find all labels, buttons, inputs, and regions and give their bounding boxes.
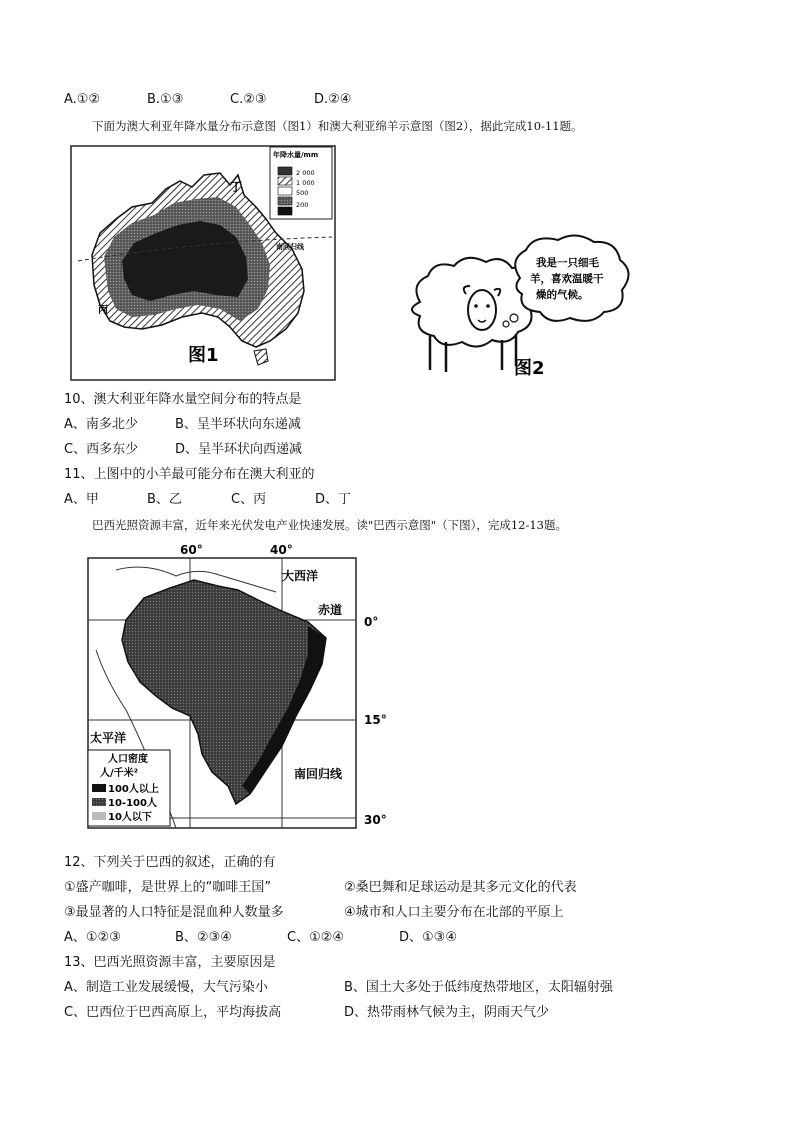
label-equator: 赤道 [318, 603, 343, 617]
q12-statements-row-2 [64, 904, 564, 922]
legend-item-100plus: 100人以上 [108, 784, 159, 795]
q9-option-a: A.①② [64, 92, 101, 107]
q12-statements-row-1 [64, 879, 577, 897]
q9-option-d: D.②④ [314, 92, 352, 107]
q9-option-c: C.②③ [230, 92, 267, 107]
q13-options-row-1 [64, 979, 613, 997]
q13-option-b: B、国土大多处于低纬度热带地区，太阳辐射强 [344, 980, 613, 995]
label-pacific: 太平洋 [90, 731, 127, 745]
legend-unit: 人/千米² [100, 768, 139, 779]
q12-statement-2: ②桑巴舞和足球运动是其多元文化的代表 [344, 880, 577, 895]
legend-item-2000: 2 000 [296, 169, 315, 177]
legend-item-1000: 1 000 [296, 179, 315, 187]
intro-text-2: 巴西光照资源丰富，近年来光伏发电产业快速发展。读"巴西示意图"（下图），完成12-13题。 [92, 518, 567, 532]
q12-statement-4: ④城市和人口主要分布在北部的平原上 [344, 905, 564, 920]
sheep-head [468, 290, 496, 330]
label-bing: 丙 [98, 305, 108, 316]
q9-options [64, 91, 351, 109]
q12-option-a: A、①②③ [64, 930, 121, 945]
q12-stem: 12、下列关于巴西的叙述，正确的有 [64, 855, 276, 870]
label-tropic: 南回归线 [276, 243, 304, 251]
figure-1-caption: 图1 [188, 345, 219, 366]
legend-title-density: 人口密度 [108, 754, 148, 765]
q13-stem: 13、巴西光照资源丰富，主要原因是 [64, 955, 276, 970]
q11-options [64, 491, 351, 509]
q11-option-c: C、丙 [231, 492, 267, 507]
speech-line-2: 羊，喜欢温暖干 [530, 273, 604, 285]
q12-option-b: B、②③④ [175, 930, 232, 945]
q10-option-c: C、西多东少 [64, 442, 139, 457]
q9-option-b: B.①③ [147, 92, 184, 107]
q13-options-row-2 [64, 1004, 549, 1022]
speech-line-3: 燥的气候。 [536, 289, 589, 301]
q10-options-row-2 [64, 441, 302, 459]
q12-statement-1: ①盛产咖啡，是世界上的“咖啡王国” [64, 880, 272, 895]
q13-option-a: A、制造工业发展缓慢，大气污染小 [64, 980, 268, 995]
q13-option-c: C、巴西位于巴西高原上，平均海拔高 [64, 1005, 282, 1020]
label-atlantic: 大西洋 [282, 569, 319, 583]
q10-option-d: D、呈半环状向西递减 [175, 442, 303, 457]
lon-label-40: 40° [270, 543, 293, 557]
brazil-map-figure [86, 540, 396, 836]
legend-item-500: 500 [296, 189, 309, 197]
q11-option-d: D、丁 [315, 492, 352, 507]
speech-line-1: 我是一只细毛 [536, 257, 599, 269]
lat-label-30: 30° [364, 813, 387, 827]
q12-statement-3: ③最显著的人口特征是混血种人数量多 [64, 905, 284, 920]
lat-label-0: 0° [364, 615, 379, 629]
figure-1-australia-map [70, 145, 336, 385]
q10-option-b: B、呈半环状向东递减 [175, 417, 301, 432]
q12-option-c: C、①②④ [287, 930, 345, 945]
legend-title: 年降水量/mm [273, 151, 319, 159]
legend-item-200: 200 [296, 201, 309, 209]
q13-option-d: D、热带雨林气候为主，阴雨天气少 [344, 1005, 550, 1020]
figure-2-caption: 图2 [514, 358, 545, 379]
q12-option-d: D、①③④ [399, 930, 457, 945]
label-tropic-brazil: 南回归线 [294, 767, 343, 781]
q12-options [64, 929, 457, 947]
legend-item-under10: 10人以下 [108, 812, 152, 823]
lon-label-60: 60° [180, 543, 203, 557]
figure-2-sheep [390, 232, 640, 386]
intro-text-1: 下面为澳大利亚年降水量分布示意图（图1）和澳大利亚绵羊示意图（图2），据此完成10-11题。 [92, 119, 583, 133]
q10-option-a: A、南多北少 [64, 417, 138, 432]
legend-item-10-100: 10-100人 [108, 798, 157, 809]
q11-stem: 11、上图中的小羊最可能分布在澳大利亚的 [64, 467, 315, 482]
q11-option-b: B、乙 [147, 492, 182, 507]
q11-option-a: A、甲 [64, 492, 99, 507]
q10-options-row-1 [64, 416, 301, 434]
label-ding: 丁 [230, 180, 243, 194]
q10-stem: 10、澳大利亚年降水量空间分布的特点是 [64, 392, 302, 407]
lat-label-15: 15° [364, 713, 387, 727]
